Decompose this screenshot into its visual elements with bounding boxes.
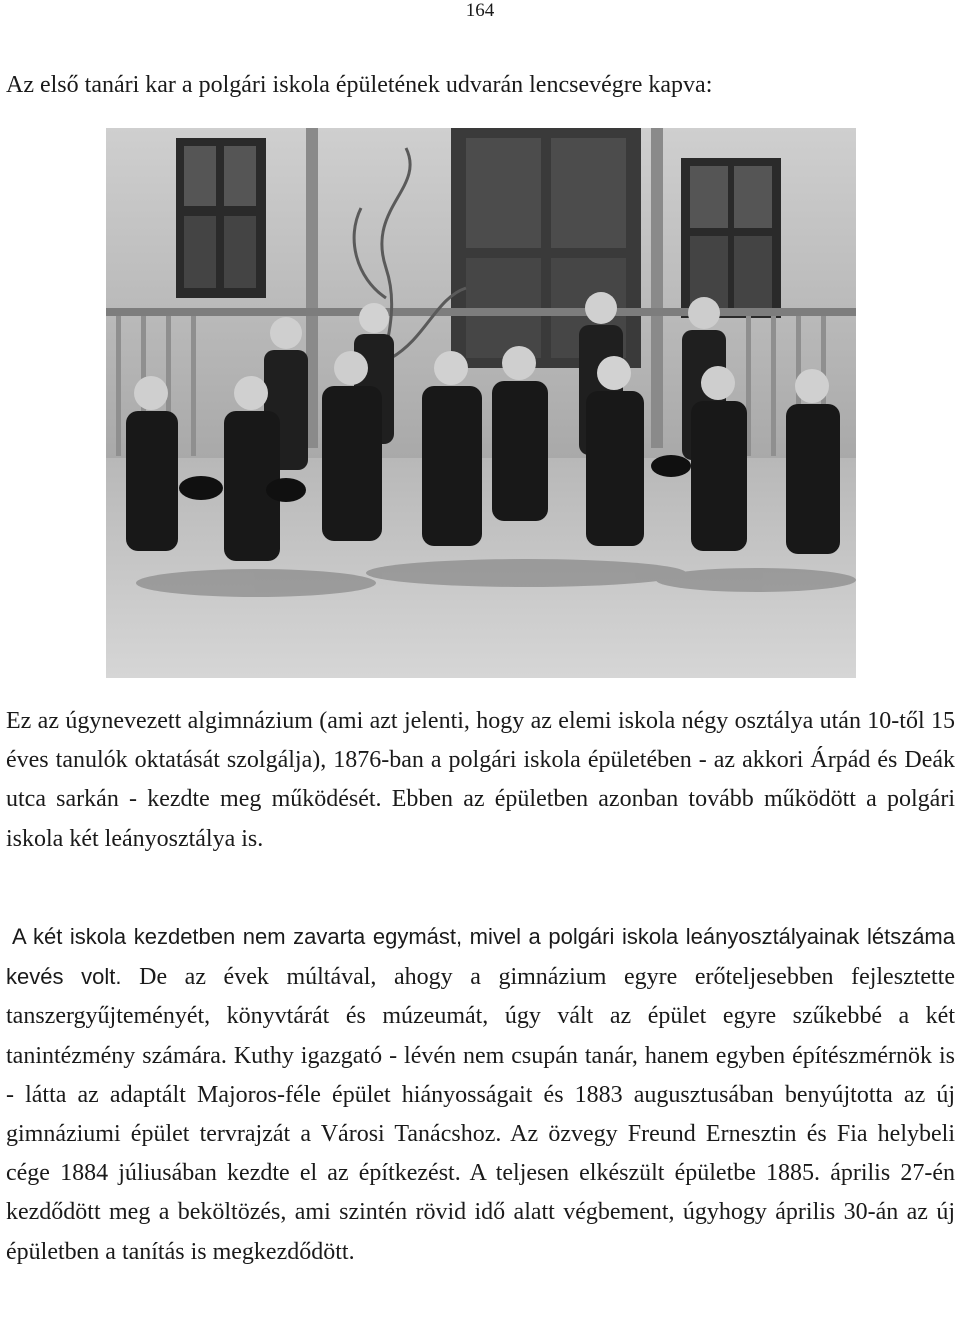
paragraph-history-part1: A két iskola kezdetben nem zavarta egymást, mivel a polgári iskola leányosztályainak létszáma kevés volt. bbox=[6, 924, 955, 990]
porch-post-right bbox=[651, 128, 663, 448]
paragraph-history bbox=[6, 917, 955, 1272]
paragraph-history-part2: De az évek múltával, ahogy a gimnázium egyre erőteljesebben fejlesztette tanszergyűjteményét, könyvtárát és múzeumát, úgy vált az épület egyre szűkebbé a két tanintézmény számára. Kuthy igazgató - lévén nem csupán tanár, hanem egyben építészmérnök is - látta az adaptált Majoros-féle épület hiányosságait és 1883 augusztusában benyújtotta az új gimnáziumi épület tervrajzát a Városi Tanácshoz. Az özvegy Freund Ernesztin és Fia helybeli cége 1884 júliusában kezdte el az építkezést. A teljesen elkészült épületbe 1885. április 27-én kezdődött meg a beköltözés, ami szintén rövid idő alatt végbement, úgyhogy április 30-án az új épületben a tanítás is megkezdődött. bbox=[6, 964, 956, 1265]
page-number: 164 bbox=[465, 0, 495, 21]
group-photo bbox=[106, 128, 856, 678]
paragraph-intro: Ez az úgynevezett algimnázium (ami azt jelenti, hogy az elemi iskola négy osztálya után 10-től 15 éves tanulók oktatását szolgálja), 1876-ban a polgári iskola épületében - az akkori Árpád és Deák utca sarkán - kezdte meg működését. Ebben az épületben azonban tovább működött a polgári iskola két leányosztálya is. bbox=[6, 708, 955, 852]
group-photo-illustration bbox=[106, 128, 856, 678]
railing bbox=[106, 308, 856, 316]
photo-caption: Az első tanári kar a polgári iskola épületének udvarán lencsevégre kapva: bbox=[6, 72, 713, 98]
